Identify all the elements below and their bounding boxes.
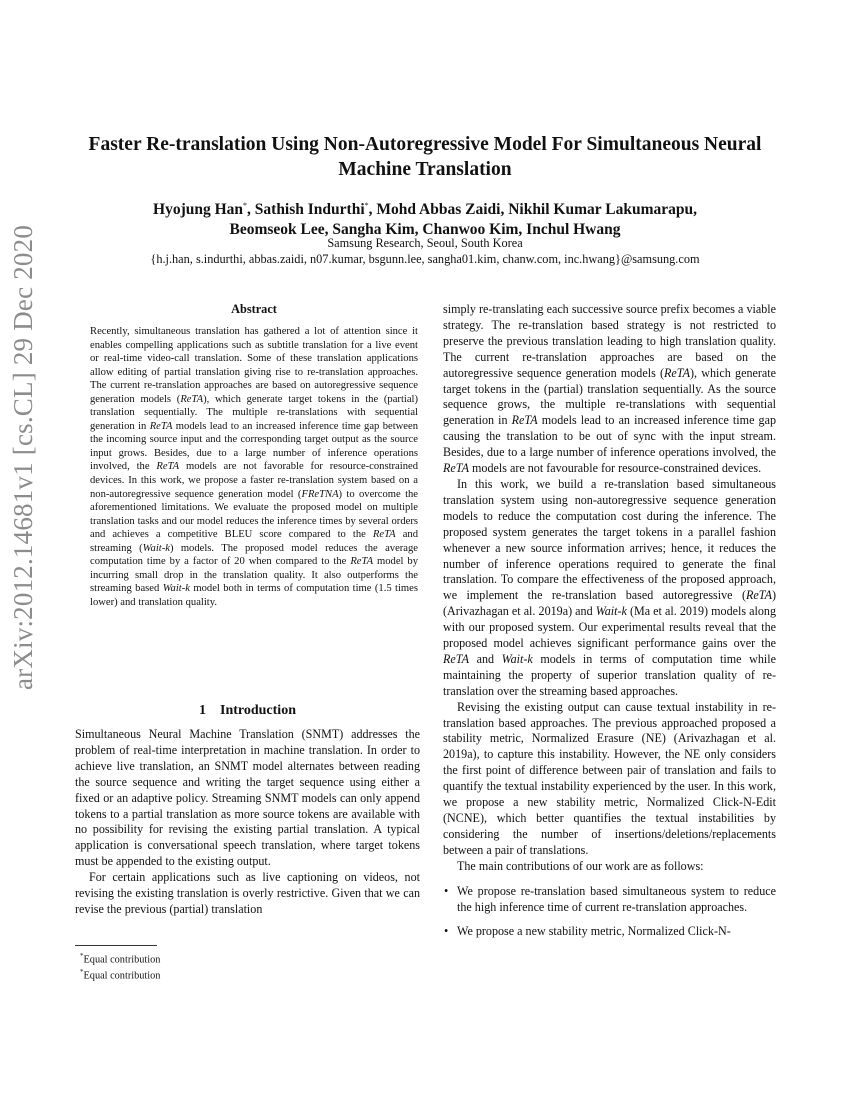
arxiv-identifier: arXiv:2012.14681v1 [cs.CL] 29 Dec 2020 bbox=[8, 224, 38, 690]
affiliation: Samsung Research, Seoul, South Korea bbox=[327, 236, 523, 250]
abstract-body: Recently, simultaneous translation has gathered a lot of attention since it enables compelling applications such as subtitle translation for a live event or real-time video-call translation. Some of these translation applications allow editing of partial translation giving rise to re-translation approaches. The current re-translation approaches are based on autoregressive sequence generation models (ReTA), which generate target tokens in the (partial) translation sequentially. The multiple re-translations with sequential generation in ReTA models lead to an increased inference time gap between the incoming source input and the corresponding target output as the source input grows. Besides, due to a large number of inference operations involved, the ReTA models are not favorable for resource-constrained devices. In this work, we propose a faster re-translation system based on a non-autoregressive sequence generation model (FReTNA) to overcome the aforementioned limitations. We evaluate the proposed model on multiple translation tasks and our model reduces the inference times by several orders and achieves a competitive BLEU score compared to the ReTA and streaming (Wait-k) models. The proposed model reduces the average computation time by a factor of 20 when compared to the ReTA model by incurring small drop in the translation quality. It also outperforms the streaming based Wait-k model both in terms of computation time (1.5 times lower) and translation quality. bbox=[90, 326, 419, 608]
paragraph: The main contributions of our work are as follows: bbox=[457, 858, 704, 873]
author-line-2: Beomseok Lee, Sangha Kim, Chanwoo Kim, Inchul Hwang bbox=[229, 221, 621, 239]
author-name: Sathish Indurthi bbox=[254, 201, 365, 219]
author-names: , Mohd Abbas Zaidi, Nikhil Kumar Lakumarapu, bbox=[368, 201, 697, 219]
footnote-divider bbox=[75, 945, 157, 946]
abstract-heading: Abstract bbox=[231, 302, 277, 316]
section-title: Introduction bbox=[220, 703, 296, 718]
paragraph: Revising the existing output can cause textual instability in re-translation based approaches. The previous approached proposed a stability metric, Normalized Erasure (NE) (Arivazhagan et al. 2019a), to capture this instability. However, the NE only considers the first point of difference between pair of translation and fails to quantify the textual instability experienced by the user. In this work, we propose a new stability metric, Normalized Click-N-Edit (NCNE), which better quantifies the textual instabilities by considering the number of insertions/deletions/replacements between a pair of translations. bbox=[443, 699, 776, 857]
left-column-body bbox=[75, 727, 420, 918]
equal-contribution-mark: * bbox=[364, 201, 369, 210]
bullet-icon: • bbox=[444, 924, 449, 939]
right-column-body bbox=[443, 302, 776, 949]
author-emails: {h.j.han, s.indurthi, abbas.zaidi, n07.kumar, bsgunn.lee, sangha01.kim, chanw.com, inc.hwang}@samsung.com bbox=[150, 252, 700, 266]
footnote: *Equal contribution bbox=[80, 952, 161, 966]
paragraph: simply re-translating each successive source prefix becomes a viable strategy. The re-translation based strategy is not restricted to preserve the previous translation leading to high translation quality. The current re-translation approaches are based on the autoregressive sequence generation models (ReTA), which generate target tokens in the (partial) translation sequentially. As the source sequence grows, the multiple re-translations with sequential generation in ReTA models lead to an increased inference time gap causing the translation to be out of sync with the input stream. Besides, due to a large number of inference operations involved, the ReTA models are not favourable for resource-constrained devices. bbox=[443, 302, 777, 476]
footnotes bbox=[80, 950, 380, 983]
equal-contribution-mark: * bbox=[243, 201, 248, 210]
paragraph: For certain applications such as live captioning on videos, not revising the existing translation is overly restrictive. Given that we can revise the previous (partial) translation bbox=[75, 870, 420, 916]
section-number: 1 bbox=[199, 703, 206, 718]
footnote: *Equal contribution bbox=[80, 968, 161, 982]
author-list bbox=[60, 196, 790, 240]
paragraph: Simultaneous Neural Machine Translation (SNMT) addresses the problem of real-time interpretation in machine translation. In order to achieve live translation, an SNMT model alternates between reading the source sequence and writing the target sequence using either a fixed or an adaptive policy. Streaming SNMT models can only append tokens to a partial translation as more source tokens are available with no possibility for revising the existing partial translation. A typical application is conversational speech translation, where target tokens must be appended to the existing output. bbox=[75, 727, 420, 869]
contributions-list bbox=[443, 884, 776, 941]
author-line-1: Hyojung Han*, Sathish Indurthi*, Mohd Abbas Zaidi, Nikhil Kumar Lakumarapu, bbox=[153, 201, 697, 219]
section-heading-introduction bbox=[75, 703, 420, 719]
affiliation-block bbox=[60, 235, 790, 267]
list-item: • We propose re-translation based simultaneous system to reduce the high inference time of current re-translation approaches. bbox=[444, 883, 776, 914]
list-item: • We propose a new stability metric, Normalized Click-N- bbox=[444, 924, 731, 939]
bullet-icon: • bbox=[444, 883, 449, 898]
paper-title: Faster Re-translation Using Non-Autoregressive Model For Simultaneous Neural Machine Translation bbox=[88, 134, 762, 180]
author-name: Hyojung Han bbox=[153, 201, 244, 219]
paragraph: In this work, we build a re-translation based simultaneous translation system using non-autoregressive sequence generation models to reduce the computation cost during the inference. The proposed system generates the target tokens in a parallel fashion whenever a new source information arrives; hence, it reduces the number of inference operations required to generate the final translation. To compare the effectiveness of the proposed approach, we implement the re-translation based autoregressive (ReTA) (Arivazhagan et al. 2019a) and Wait-k (Ma et al. 2019) models along with our proposed system. Our experimental results reveal that the proposed model achieves significant performance gains over the ReTA and Wait-k models in terms of computation time while maintaining the property of superior translation quality of re-translation over the streaming based approaches. bbox=[443, 476, 776, 698]
arxiv-stamp bbox=[0, 0, 60, 1100]
